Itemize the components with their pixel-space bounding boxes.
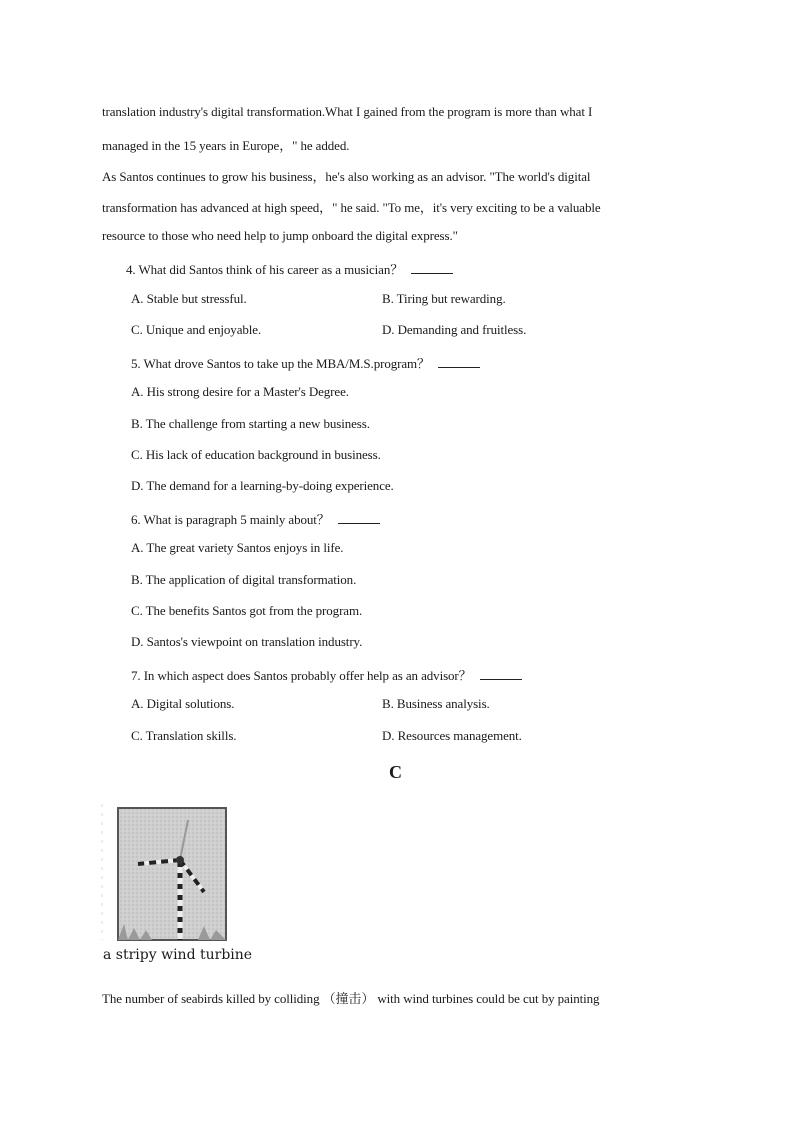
- passage-line-2: managed in the 15 years in Europe，" he added.: [102, 138, 350, 153]
- question-4-option-a: A. Stable but stressful.: [131, 291, 247, 306]
- question-5-option-a: A. His strong desire for a Master's Degree.: [131, 384, 349, 399]
- question-5-stem: [131, 353, 480, 372]
- figure-caption: a stripy wind turbine: [103, 947, 253, 963]
- passage-line-3: As Santos continues to grow his business，he's also working as an advisor. "The world's digital: [102, 169, 591, 184]
- wind-turbine-image: [100, 800, 240, 948]
- question-7-text: 7. In which aspect does Santos probably offer help as an advisor？: [131, 668, 472, 683]
- section-c-heading: C: [389, 762, 402, 782]
- question-5-option-d: D. The demand for a learning-by-doing experience.: [131, 478, 394, 493]
- question-7-option-a: A. Digital solutions.: [131, 696, 235, 711]
- answer-blank-5[interactable]: [438, 357, 480, 368]
- question-4-stem: [126, 259, 453, 278]
- passage-line-5: resource to those who need help to jump onboard the digital express.": [102, 228, 458, 243]
- question-6-text: 6. What is paragraph 5 mainly about？: [131, 512, 330, 527]
- question-5-option-c: C. His lack of education background in business.: [131, 447, 381, 462]
- answer-blank-6[interactable]: [338, 513, 380, 524]
- passage-line-4: transformation has advanced at high speed，" he said. "To me，it's very exciting to be a valuable: [102, 200, 601, 215]
- question-4-option-b: B. Tiring but rewarding.: [382, 291, 506, 306]
- question-6-option-a: A. The great variety Santos enjoys in life.: [131, 540, 344, 555]
- question-6-stem: [131, 509, 380, 528]
- question-4-option-d: D. Demanding and fruitless.: [382, 322, 527, 337]
- answer-blank-4[interactable]: [411, 263, 453, 274]
- question-7-option-b: B. Business analysis.: [382, 696, 490, 711]
- question-4-text: 4. What did Santos think of his career as a musician？: [126, 262, 404, 277]
- section-c-first-line: The number of seabirds killed by colliding （撞击） with wind turbines could be cut by painting: [102, 991, 600, 1006]
- question-5-text: 5. What drove Santos to take up the MBA/M.S.program？: [131, 356, 430, 371]
- question-6-option-c: C. The benefits Santos got from the program.: [131, 603, 363, 618]
- question-4-option-c: C. Unique and enjoyable.: [131, 322, 262, 337]
- question-6-option-d: D. Santos's viewpoint on translation industry.: [131, 634, 363, 649]
- question-5-option-b: B. The challenge from starting a new business.: [131, 416, 370, 431]
- answer-blank-7[interactable]: [480, 669, 522, 680]
- question-7-stem: [131, 665, 522, 684]
- passage-line-1: translation industry's digital transformation.What I gained from the program is more than what I: [102, 104, 593, 119]
- question-7-option-d: D. Resources management.: [382, 728, 522, 743]
- question-7-option-c: C. Translation skills.: [131, 728, 237, 743]
- question-6-option-b: B. The application of digital transformation.: [131, 572, 357, 587]
